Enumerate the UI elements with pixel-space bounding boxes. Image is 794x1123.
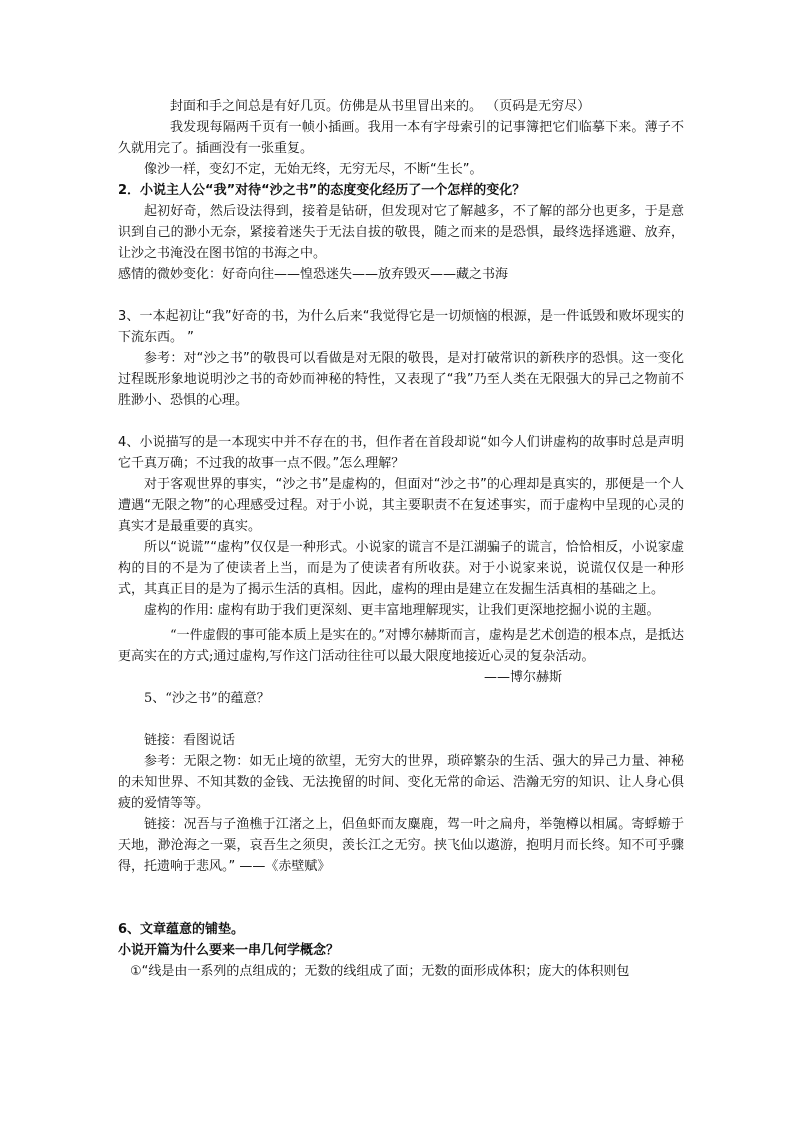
question-6-sub: 小说开篇为什么要来一串几何学概念？ (118, 943, 340, 958)
answer-4-part-2: 所以“说谎”“虚构”仅仅是一种形式。小说家的谎言不是江湖骗子的谎言，恰恰相反，小说家虚构的目的不是为了使读者上当，而是为了使读者有所收获。对于小说家来说，说谎仅仅是一种形式，其真正目的是为了揭示生活的真相。因此，虚构的理由是建立在发掘生活真相的基础之上。 (118, 540, 684, 597)
borges-quote: “一件虚假的事可能本质上是实在的。”对博尔赫斯而言，虚构是艺术创造的根本点，是抵达更高实在的方式;通过虚构,写作这门活动往往可以最大限度地接近心灵的复杂活动。 (118, 628, 684, 664)
question-5: 5、“沙之书”的蕴意？ (144, 691, 270, 706)
link-look-and-speak: 链接：看图说话 (144, 733, 236, 748)
link-chibi-fu: 链接：况吾与子渔樵于江渚之上，侣鱼虾而友麋鹿，驾一叶之扁舟，举匏樽以相属。寄蜉蝣于天地，渺沧海之一粟，哀吾生之须臾，羡长江之无穷。挟飞仙以遨游，抱明月而长终。知不可乎骤得，托遗响于悲风。” ——《赤壁赋》 (118, 817, 684, 874)
question-2: 2．小说主人公“我”对待“沙之书”的态度变化经历了一个怎样的变化？ (118, 183, 526, 198)
answer-3: 参考：对“沙之书”的敬畏可以看做是对无限的敬畏，是对打破常识的新秩序的恐惧。这一变化过程既形象地说明沙之书的奇妙而神秘的特性，又表现了“我”乃至人类在无限强大的异己之物前不胜渺小、恐惧的心理。 (118, 351, 684, 408)
paragraph-like-sand: 像沙一样，变幻不定，无始无终，无穷无尽，不断“生长”。 (144, 162, 483, 177)
question-3: 3、一本起初让“我”好奇的书，为什么后来“我觉得它是一切烦恼的根源，是一件诋毁和败坏现实的下流东西。 ” (118, 309, 684, 345)
document-body (118, 0, 684, 982)
question-4: 4、小说描写的是一本现实中并不存在的书，但作者在首段却说“如今人们讲虚构的故事时总是声明它千真万确；不过我的故事一点不假。”怎么理解？ (118, 435, 684, 471)
answer-4-part-1: 对于客观世界的事实，“沙之书”是虚构的，但面对“沙之书”的心理却是真实的，那便是一个人遭遇“无限之物”的心理感受过程。对于小说，其主要职责不在复述事实，而于虚构中呈现的心灵的真实才是最重要的真实。 (118, 477, 684, 534)
answer-2-summary: 感情的微妙变化：好奇向往——惶恐迷失——放弃毁灭——藏之书海 (118, 267, 509, 282)
answer-5: 参考：无限之物：如无止境的欲望，无穷大的世界，琐碎繁杂的生活、强大的异己力量、神秘的未知世界、不知其数的金钱、无法挽留的时间、变化无常的命运、浩瀚无穷的知识、让人身心俱疲的爱情等等。 (118, 754, 684, 811)
answer-2: 起初好奇，然后设法得到，接着是钻研，但发现对它了解越多，不了解的部分也更多，于是意识到自己的渺小无奈，紧接着迷失于无法自拔的敬畏，随之而来的是恐惧，最终选择逃避、放弃，让沙之书淹没在图书馆的书海之中。 (118, 204, 684, 261)
borges-quote-signature: ——博尔赫斯 (483, 670, 562, 685)
question-6: 6、文章蕴意的铺垫。 (118, 922, 245, 937)
paragraph-illustrations: 我发现每隔两千页有一帧小插画。我用一本有字母索引的记事簿把它们临摹下来。薄子不久就用完了。插画没有一张重复。 (118, 120, 684, 156)
paragraph-cover-pages: 封面和手之间总是有好几页。仿佛是从书里冒出来的。 （页码是无穷尽） (170, 99, 591, 114)
answer-4-part-3: 虚构的作用: 虚构有助于我们更深刻、更丰富地理解现实，让我们更深地挖掘小说的主题。 (144, 603, 660, 618)
answer-6-item-1: ①“线是由一系列的点组成的；无数的线组成了面；无数的面形成体积；庞大的体积则包 (130, 964, 630, 979)
